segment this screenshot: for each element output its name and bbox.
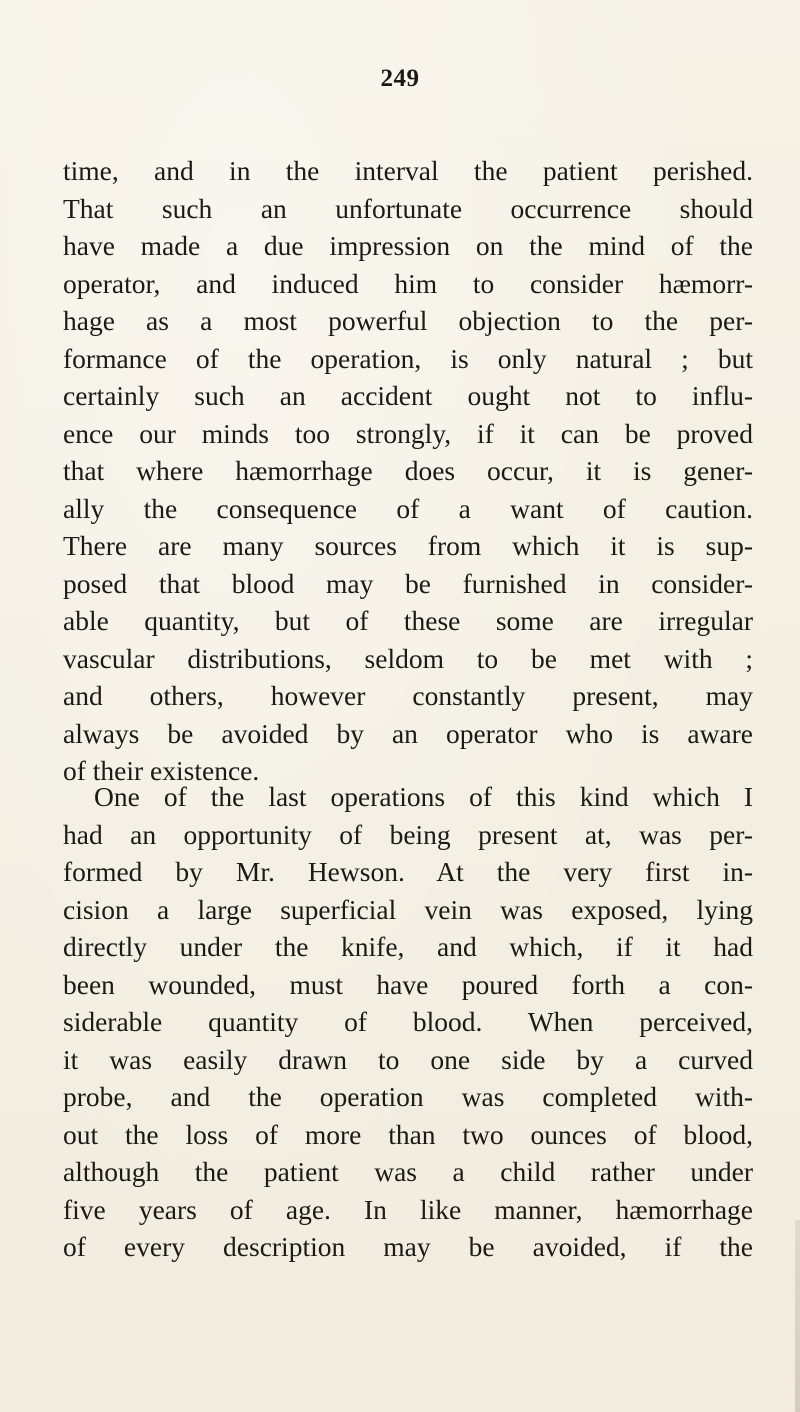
text-line: had an opportunity of being present at, was per- [63, 818, 753, 850]
text-line: There are many sources from which it is sup- [63, 530, 753, 561]
text-line: One of the last operations of this kind which I [94, 781, 753, 812]
text-line: it was easily drawn to one side by a curved [63, 1043, 753, 1075]
text-line: of every description may be avoided, if the [63, 1231, 753, 1262]
text-line: five years of age. In like manner, hæmorrhage [63, 1193, 753, 1225]
text-line: have made a due impression on the mind of the [63, 230, 753, 261]
paragraph-2 [63, 778, 753, 1266]
text-line: of their existence. [63, 755, 260, 786]
text-line: time, and in the interval the patient perished. [63, 155, 753, 186]
text-line: out the loss of more than two ounces of blood, [63, 1118, 753, 1150]
text-line: vascular distributions, seldom to be met with ; [63, 642, 753, 674]
text-line: always be avoided by an operator who is aware [63, 717, 753, 749]
text-line: able quantity, but of these some are irregular [63, 605, 753, 636]
text-line: although the patient was a child rather under [63, 1156, 753, 1187]
text-line: formed by Mr. Hewson. At the very first in- [63, 856, 753, 887]
text-line: ally the consequence of a want of caution. [63, 492, 753, 524]
text-line: probe, and the operation was completed with- [63, 1081, 753, 1112]
text-line: siderable quantity of blood. When perceived, [63, 1006, 753, 1037]
text-line: formance of the operation, is only natural ; but [63, 342, 753, 374]
text-line: that where hæmorrhage does occur, it is gener- [63, 455, 753, 486]
text-line: posed that blood may be furnished in consider- [63, 567, 753, 599]
text-line: That such an unfortunate occurrence should [63, 192, 753, 224]
text-line: hage as a most powerful objection to the per- [63, 305, 753, 336]
text-line: ence our minds too strongly, if it can be proved [63, 417, 753, 449]
page-edge-shadow [795, 1220, 800, 1412]
text-line: been wounded, must have poured forth a con- [63, 968, 753, 1000]
text-line: and others, however constantly present, may [63, 680, 753, 711]
page-number: 249 [380, 65, 420, 92]
text-line: certainly such an accident ought not to influ- [63, 380, 753, 411]
paragraph-1 [63, 152, 753, 790]
text-line: directly under the knife, and which, if it had [63, 931, 753, 962]
text-line: cision a large superficial vein was exposed, lying [63, 893, 753, 925]
text-line: operator, and induced him to consider hæmorr- [63, 267, 753, 299]
